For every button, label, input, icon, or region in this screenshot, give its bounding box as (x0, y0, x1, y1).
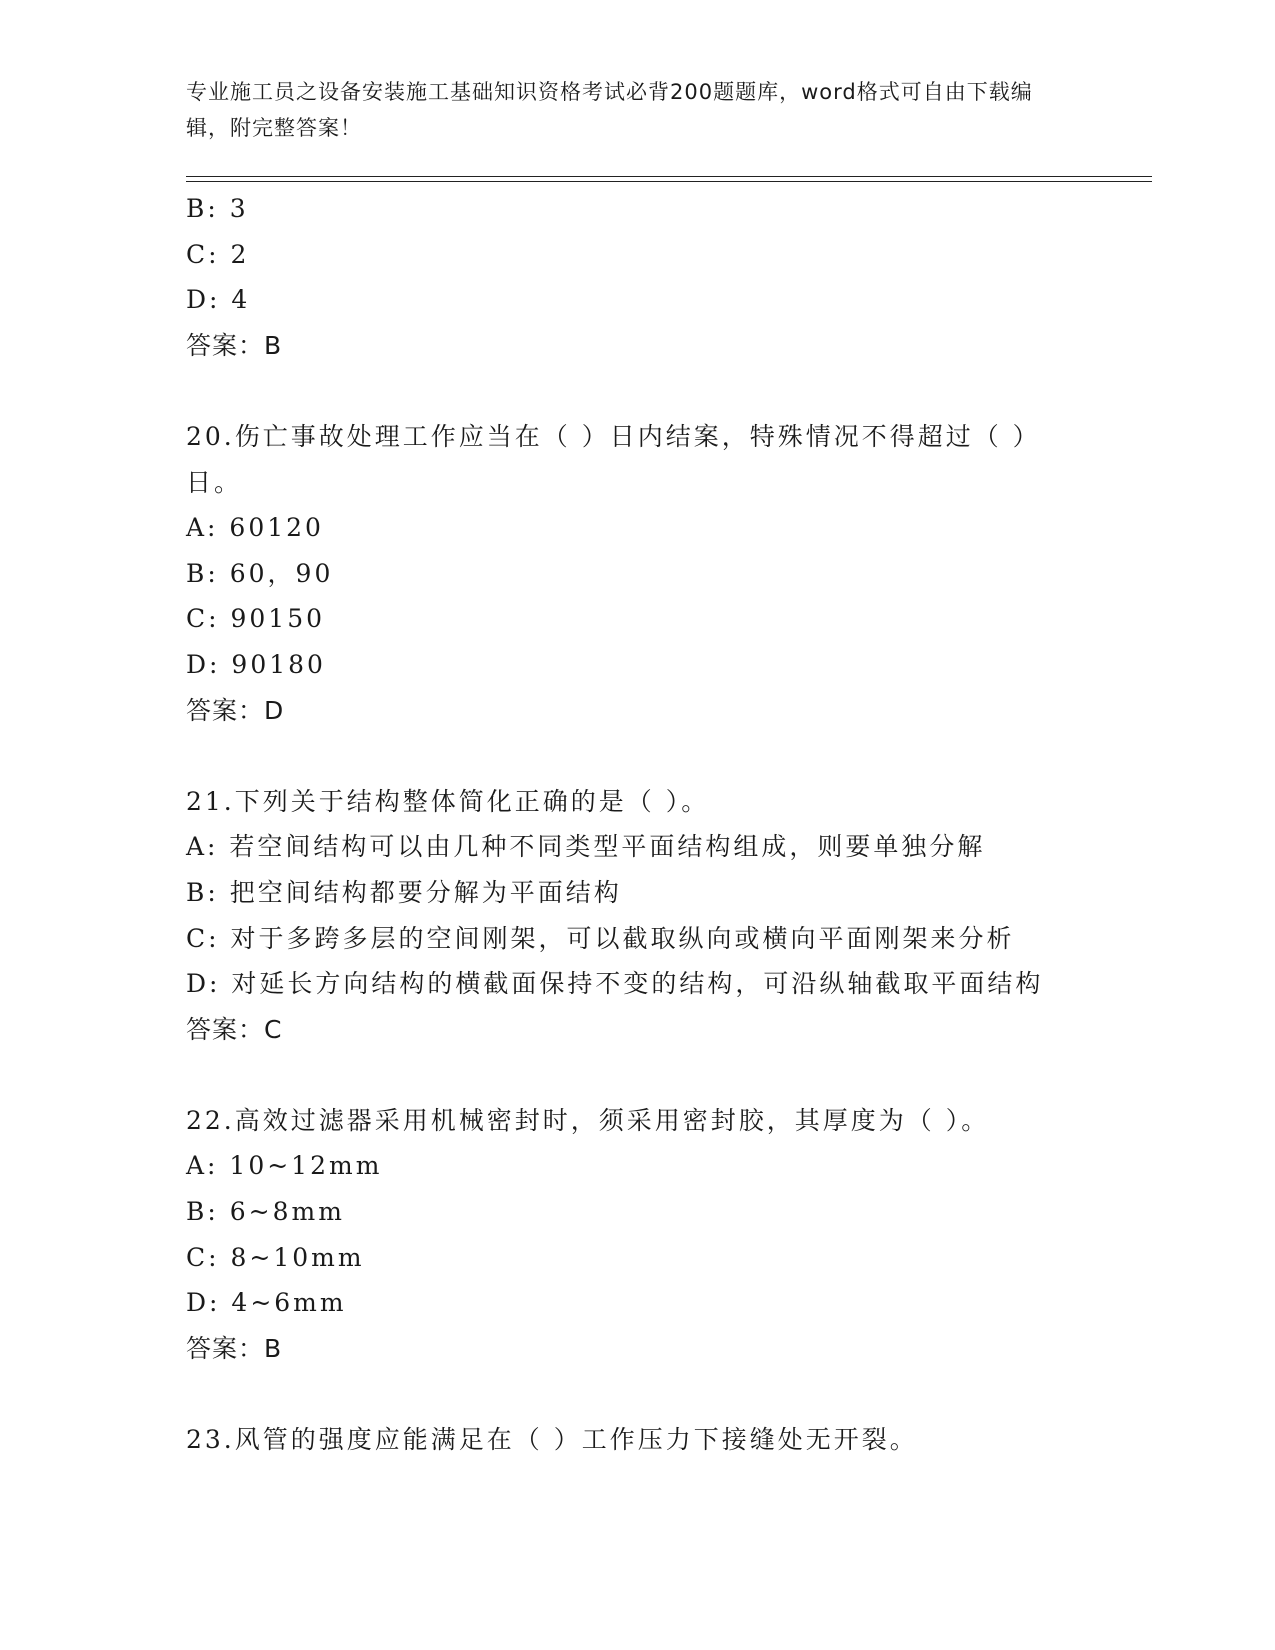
option-d: D: 4 (186, 285, 251, 315)
question-text: 20.伤亡事故处理工作应当在（ ）日内结案，特殊情况不得超过（ ）日。 (186, 421, 1041, 497)
question-text: 22.高效过滤器采用机械密封时，须采用密封胶，其厚度为（ ）。 (186, 1105, 990, 1135)
option-a: A: 60120 (186, 513, 324, 543)
option-c: C: 对于多跨多层的空间刚架，可以截取纵向或横向平面刚架来分析 (186, 923, 1015, 953)
option-c: C: 2 (186, 239, 250, 269)
spacer (186, 368, 1086, 414)
option-d: D: 对延长方向结构的横截面保持不变的结构，可沿纵轴截取平面结构 (186, 969, 1044, 999)
question-text: 23.风管的强度应能满足在（ ）工作压力下接缝处无开裂。 (186, 1425, 918, 1455)
spacer (186, 1052, 1086, 1098)
question-23 (186, 1417, 1086, 1463)
document-header: 专业施工员之设备安装施工基础知识资格考试必背200题题库，word格式可自由下载编辑，附完整答案！ (186, 80, 1033, 140)
answer: 答案：C (186, 1014, 283, 1044)
question-22 (186, 1098, 1086, 1372)
spacer (186, 733, 1086, 779)
option-c: C: 8~10mm (186, 1242, 365, 1272)
header-rule-bottom (186, 181, 1152, 182)
question-content (186, 186, 1086, 1463)
question-19-tail (186, 186, 1086, 368)
question-21 (186, 779, 1086, 1053)
option-d: D: 4~6mm (186, 1288, 347, 1318)
answer: 答案：D (186, 695, 285, 725)
option-a: A: 10~12mm (186, 1151, 383, 1181)
header-rule-top (186, 176, 1152, 177)
option-b: B: 60，90 (186, 558, 334, 588)
question-text: 21.下列关于结构整体简化正确的是（ ）。 (186, 786, 710, 816)
answer: 答案：B (186, 330, 283, 360)
option-b: B: 3 (186, 194, 249, 223)
option-b: B: 把空间结构都要分解为平面结构 (186, 877, 622, 907)
option-a: A: 若空间结构可以由几种不同类型平面结构组成，则要单独分解 (186, 832, 986, 862)
answer: 答案：B (186, 1333, 283, 1363)
spacer (186, 1371, 1086, 1417)
option-b: B: 6~8mm (186, 1197, 345, 1227)
option-d: D: 90180 (186, 649, 326, 679)
question-20 (186, 414, 1086, 733)
option-c: C: 90150 (186, 604, 326, 634)
